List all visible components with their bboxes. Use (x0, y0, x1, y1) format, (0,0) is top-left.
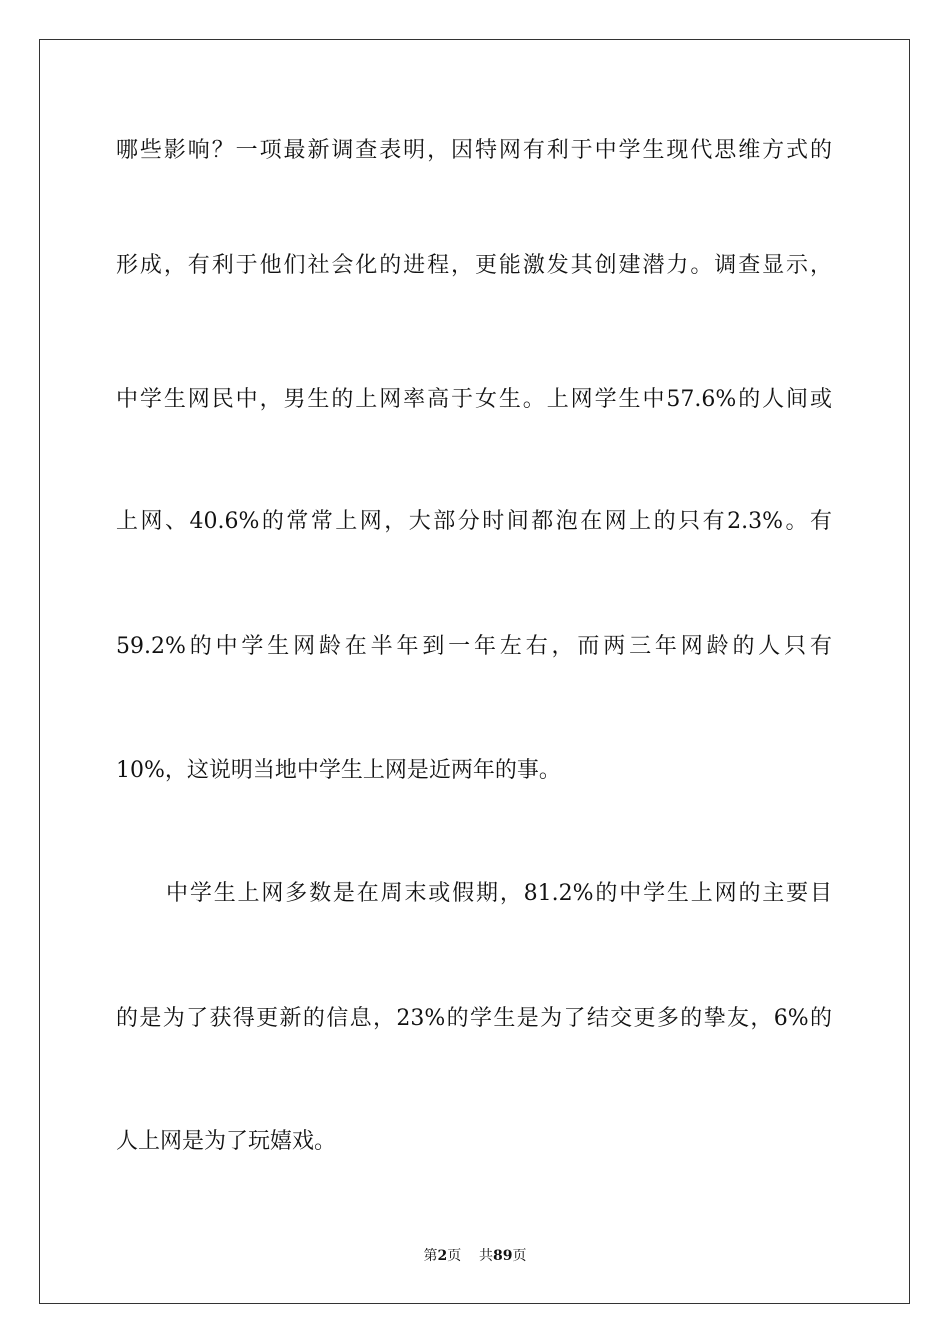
footer-page-suffix: 页 (447, 1248, 462, 1264)
page-footer (0, 1246, 950, 1266)
footer-total-suffix: 页 (512, 1248, 527, 1264)
paragraph-line-8: 的是为了获得更新的信息，23%的学生是为了结交更多的挚友，6%的 (116, 1006, 832, 1031)
paragraph-line-2: 形成，有利于他们社会化的进程，更能激发其创建潜力。调查显示， (116, 253, 832, 278)
paragraph-line-4: 上网、40.6%的常常上网，大部分时间都泡在网上的只有2.3%。有 (116, 509, 832, 534)
footer-page-prefix: 第 (423, 1248, 438, 1264)
paragraph-line-3: 中学生网民中，男生的上网率高于女生。上网学生中57.6%的人间或 (116, 387, 832, 412)
footer-total-pages: 89 (493, 1248, 513, 1264)
paragraph-line-7: 中学生上网多数是在周末或假期，81.2%的中学生上网的主要目 (166, 881, 832, 906)
paragraph-line-5: 59.2%的中学生网龄在半年到一年左右，而两三年网龄的人只有 (116, 634, 832, 659)
paragraph-line-1: 哪些影响？一项最新调查表明，因特网有利于中学生现代思维方式的 (116, 138, 832, 163)
paragraph-line-9: 人上网是为了玩嬉戏。 (116, 1129, 337, 1154)
footer-total-prefix: 共 (479, 1248, 494, 1264)
paragraph-line-6: 10%，这说明当地中学生上网是近两年的事。 (116, 758, 561, 783)
footer-page-number: 2 (437, 1248, 448, 1264)
page-border (39, 39, 910, 1304)
